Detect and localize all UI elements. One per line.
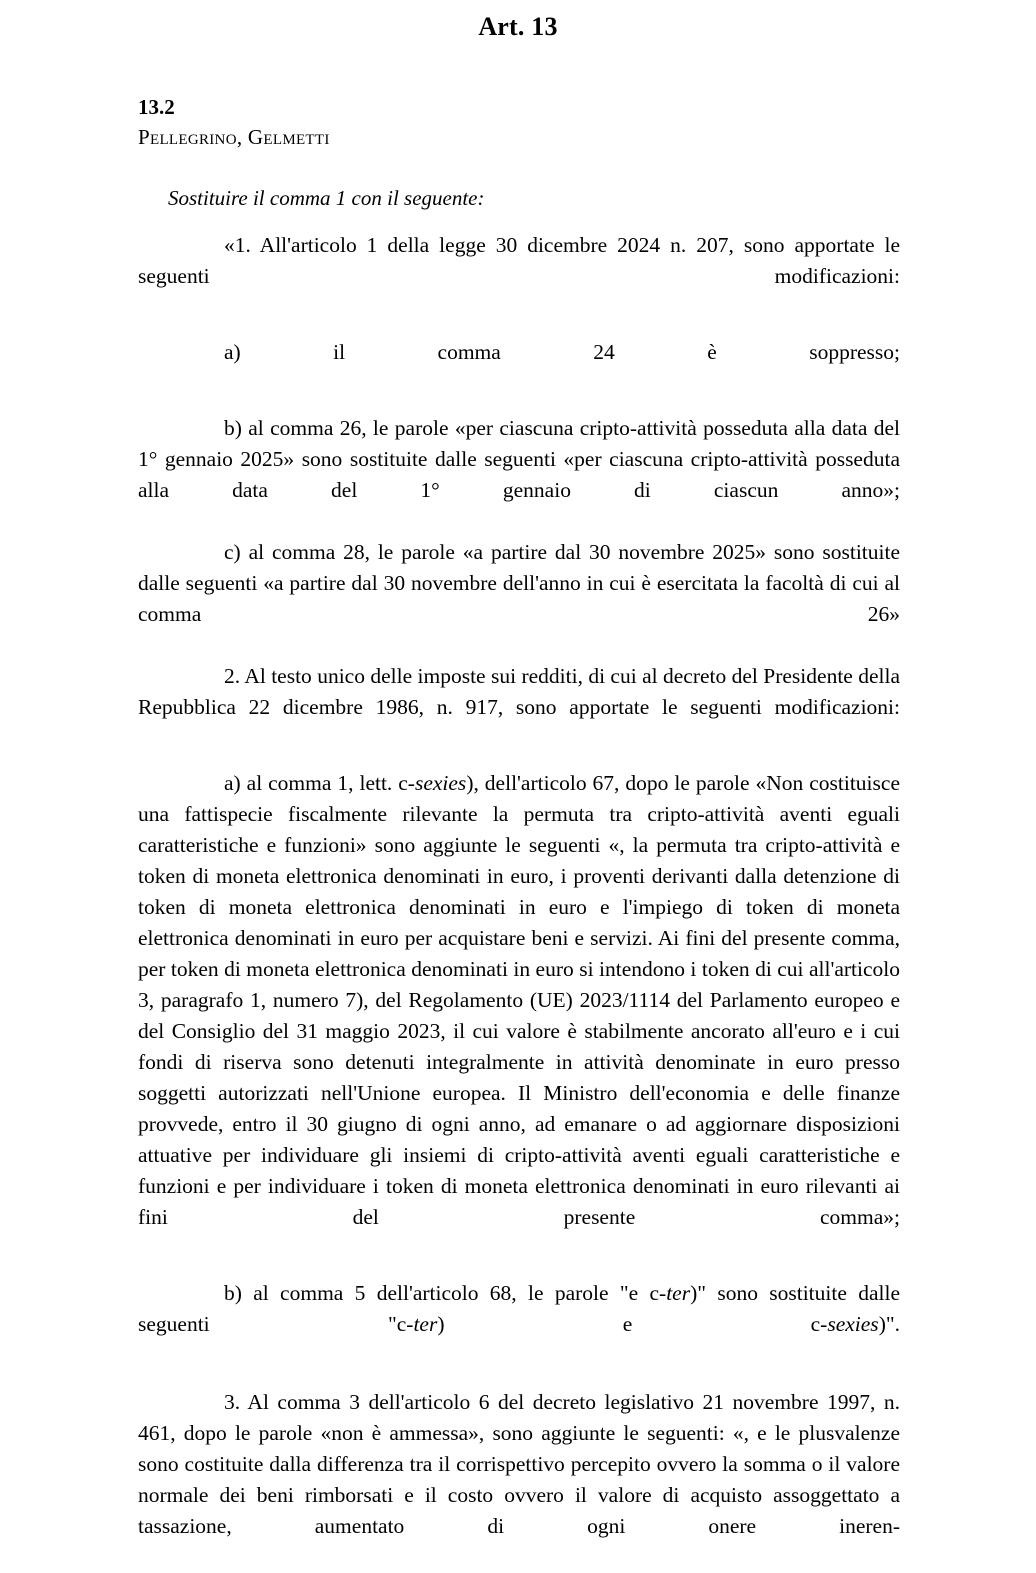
- amendment-authors: Pellegrino, Gelmetti: [138, 125, 330, 149]
- paragraph-2b: [138, 1278, 900, 1371]
- paragraph-1b: b) al comma 26, le parole «per ciascuna cripto-attività posseduta alla data del 1° gennaio 2025» sono sostituite dalle seguenti «per ciascuna cripto-attività posseduta alla data del 1° gennaio di ciascun anno»;: [138, 416, 900, 502]
- paragraph-2b-seg3: ) e c-: [437, 1312, 828, 1336]
- paragraph-2b-seg1: b) al comma 5 dell'articolo 68, le parole "e c-: [224, 1281, 667, 1305]
- paragraph-2b-italic-sexies: sexies: [827, 1312, 879, 1336]
- paragraph-1a: a) il comma 24 è soppresso;: [224, 340, 900, 364]
- paragraph-2b-italic-ter-1: ter: [666, 1281, 691, 1305]
- amendment-instruction: Sostituire il comma 1 con il seguente:: [168, 186, 485, 210]
- paragraph-2b-seg2: )" sono sostituite dalle seguenti "c-: [138, 1281, 900, 1336]
- amendment-number: 13.2: [138, 95, 175, 119]
- document-body: [138, 92, 900, 1573]
- page-title: Art. 13: [478, 12, 558, 41]
- paragraph-1: «1. All'articolo 1 della legge 30 dicembre 2024 n. 207, sono apportate le seguenti modificazioni:: [138, 233, 900, 288]
- paragraph-2a-lead: a) al comma 1, lett. c-: [224, 771, 415, 795]
- paragraph-2b-italic-ter-2: ter: [413, 1312, 438, 1336]
- paragraph-1c: c) al comma 28, le parole «a partire dal 30 novembre 2025» sono sostituite dalle seguenti «a partire dal 30 novembre dell'anno in cui è esercitata la facoltà di cui al comma 26»: [138, 540, 900, 626]
- paragraph-2a-rest: ), dell'articolo 67, dopo le parole «Non costituisce una fattispecie fiscalmente rilevante la permuta tra cripto-attività aventi eguali caratteristiche e funzioni» sono aggiunte le seguenti «, la permuta tra cripto-attività e token di moneta elettronica denominati in euro, i proventi derivanti dalla detenzione di token di moneta elettronica denominati in euro e l'impiego di token di moneta elettronica denominati in euro per acquistare beni e servizi. Ai fini del presente comma, per token di moneta elettronica denominati in euro si intendono i token di cui all'articolo 3, paragrafo 1, numero 7), del Regolamento (UE) 2023/1114 del Parlamento europeo e del Consiglio del 31 maggio 2023, il cui valore è stabilmente ancorato all'euro e i cui fondi di riserva sono detenuti integralmente in attività denominate in euro presso soggetti autorizzati nell'Unione europea. Il Ministro dell'economia e delle finanze provvede, entro il 30 giugno di ogni anno, ad emanare o ad aggiornare disposizioni attuative per individuare gli insiemi di cripto-attività aventi eguali caratteristiche e funzioni e per individuare i token di moneta elettronica denominati in euro rilevanti ai fini del presente comma»;: [138, 771, 900, 1229]
- paragraph-2: 2. Al testo unico delle imposte sui redditi, di cui al decreto del Presidente della Repubblica 22 dicembre 1986, n. 917, sono apportate le seguenti modificazioni:: [138, 664, 900, 719]
- paragraph-2a-italic-sexies: sexies: [414, 771, 467, 795]
- paragraph-3: 3. Al comma 3 dell'articolo 6 del decreto legislativo 21 novembre 1997, n. 461, dopo le parole «non è ammessa», sono aggiunte le seguenti: «, e le plusvalenze sono costituite dalla differenza tra il corrispettivo percepito ovvero la somma o il valore normale dei beni rimborsati e il costo ovvero il valore di acquisto assoggettato a tassazione, aumentato di ogni onere ineren-: [138, 1390, 900, 1538]
- paragraph-2a: [138, 768, 900, 1264]
- paragraph-2b-seg4: )".: [878, 1312, 900, 1336]
